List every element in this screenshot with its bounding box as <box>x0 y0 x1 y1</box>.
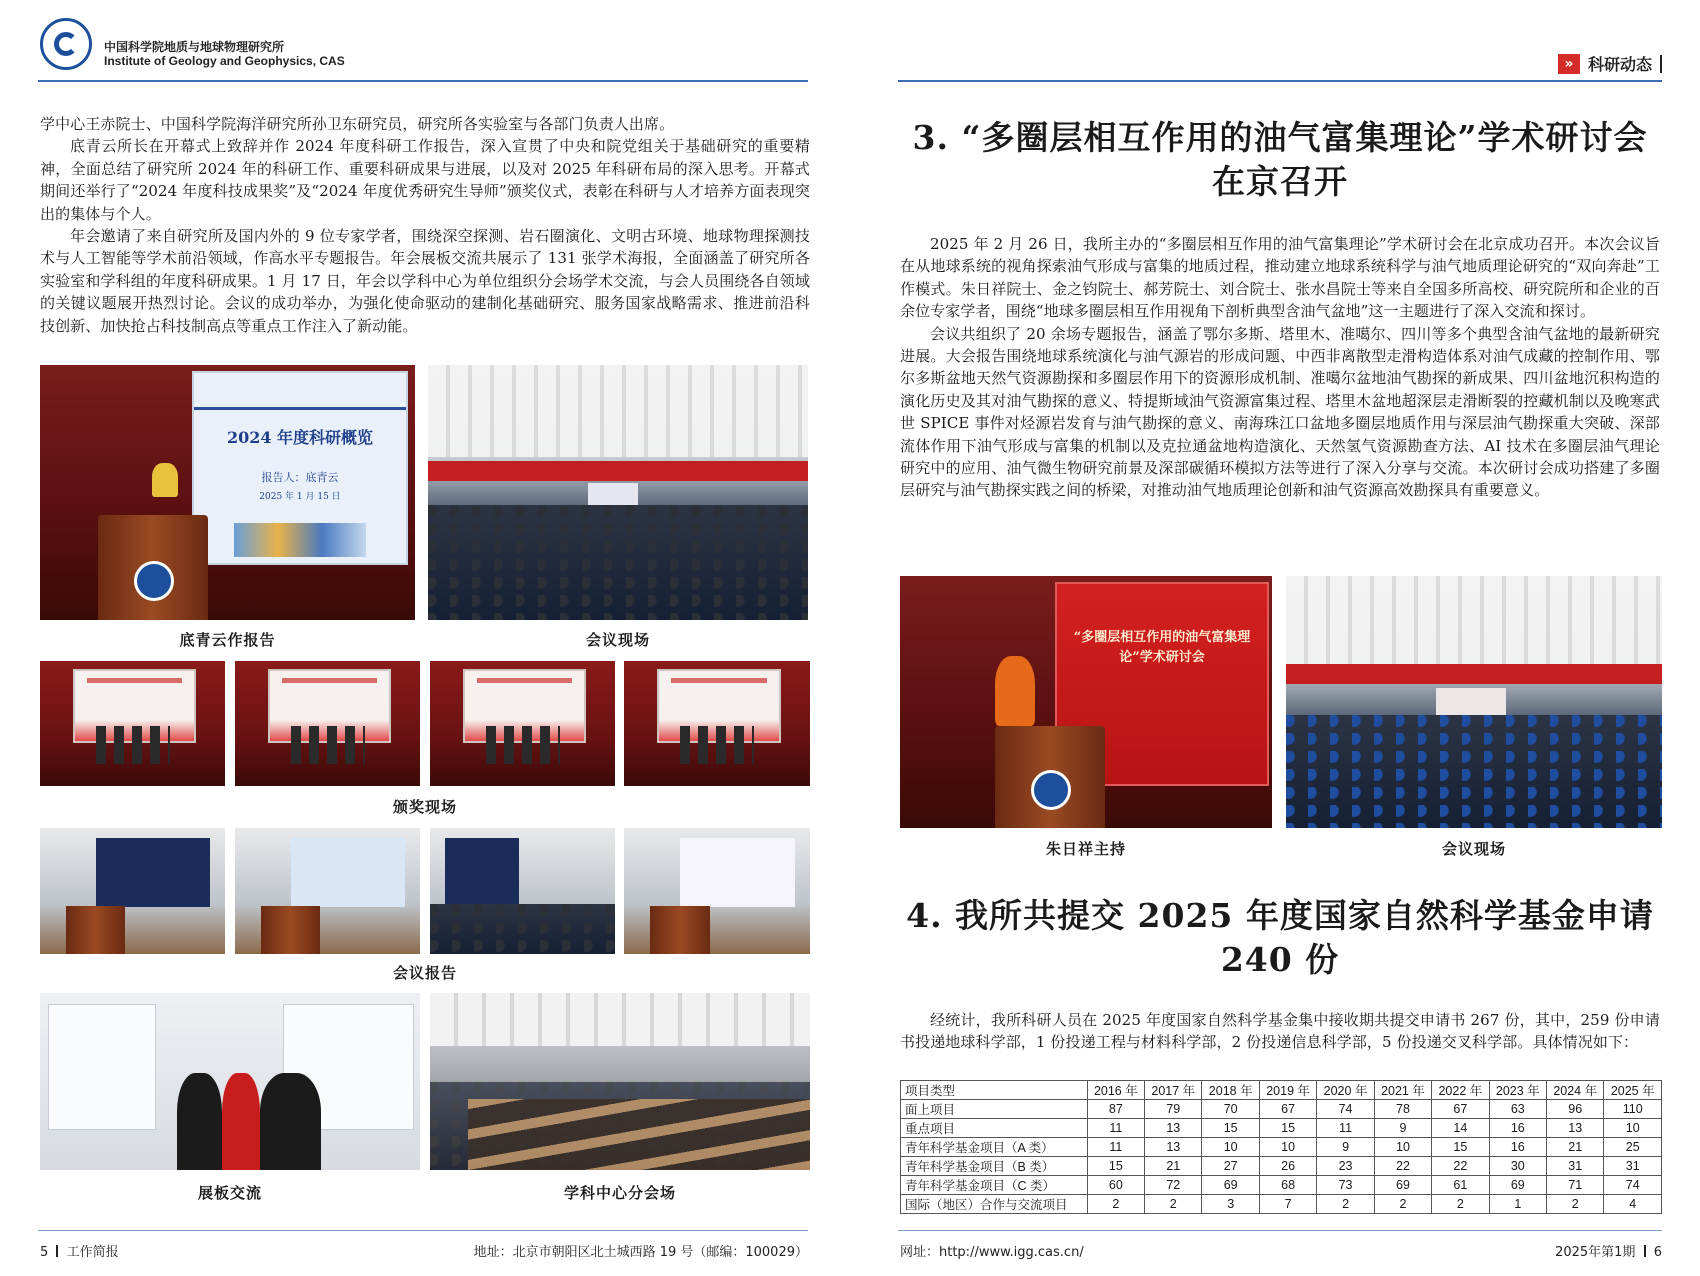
photo-talk-3 <box>430 828 615 954</box>
table-cell: 9 <box>1317 1138 1374 1157</box>
table-cell: 22 <box>1432 1157 1489 1176</box>
table-cell: 10 <box>1202 1138 1259 1157</box>
table-row <box>901 1157 1662 1176</box>
table-cell: 9 <box>1374 1119 1431 1138</box>
double-chevron-icon: » <box>1558 54 1580 74</box>
header-rule <box>898 80 1662 82</box>
paragraph: 年会邀请了来自研究所及国内外的 9 位专家学者，围绕深空探测、岩石圈演化、文明古环境、地球物理探测技术与人工智能等学术前沿领域，作高水平专题报告。年会展板交流共展示了 131 张学术海报，全面涵盖了研究所各实验室和学科组的年度科研成果。1 月 17 日，年会以学科中心为单位组织分会场学术交流，与会人员围绕各自领域的关键议题展开热烈讨论。会议的成功举办，为强化使命驱动的建制化基础研究、服务国家战略需求、推进前沿科技创新、加快抢占科技制高点等重点工作注入了新动能。 <box>40 227 810 335</box>
column-header-year: 2024 年 <box>1547 1081 1604 1100</box>
table-cell: 15 <box>1432 1138 1489 1157</box>
paragraph: 会议共组织了 20 余场专题报告，涵盖了鄂尔多斯、塔里木、准噶尔、四川等多个典型含油气盆地的最新研究进展。大会报告围绕地球系统演化与油气源岩的形成问题、中西非离散型走滑构造体系对油气成藏的控制作用、鄂尔多斯盆地天然气资源勘探和多圈层作用下的资源形成机制、准噶尔盆地油气勘探的新成果、四川盆地沉积构造的演化历史及其对油气勘探的意义、特提斯域油气资源富集过程、塔里木盆地超深层走滑断裂的控藏机制以及晚寒武世 SPICE 事件对烃源岩发育与油气勘探的意义、南海珠江口盆地多圈层地质作用与深层油气勘探重大突破、深部流体作用下油气形成与富集的机制以及克拉通盆地构造演化、天然氢气资源勘查方法、AI 技术在多圈层油气理论研究中的应用、油气微生物研究前景及深部碳循环模拟方法等进行了深入分享与交流。本次研讨会成功搭建了多圈层研究与油气勘探实践之间的桥梁，对推动油气地质理论创新和油气资源高效勘探具有重要意义。 <box>900 324 1660 500</box>
photo-talk-4 <box>624 828 810 954</box>
table-cell: 21 <box>1145 1157 1202 1176</box>
column-header-year: 2017 年 <box>1145 1081 1202 1100</box>
table-cell: 74 <box>1317 1100 1374 1119</box>
row-label: 青年科学基金项目（C 类） <box>901 1176 1088 1195</box>
row-label: 国际（地区）合作与交流项目 <box>901 1195 1088 1214</box>
table-cell: 13 <box>1547 1119 1604 1138</box>
table-cell: 78 <box>1374 1100 1431 1119</box>
photo-talk-1 <box>40 828 225 954</box>
column-header-year: 2020 年 <box>1317 1081 1374 1100</box>
table-cell: 2 <box>1145 1195 1202 1214</box>
photo-award-4 <box>624 661 810 786</box>
column-header-year: 2019 年 <box>1259 1081 1316 1100</box>
footer-rule <box>38 1230 808 1231</box>
caption: 会议报告 <box>392 964 457 982</box>
caption: 会议现场 <box>1441 840 1506 858</box>
grants-table <box>900 1080 1662 1214</box>
paragraph: 2025 年 2 月 26 日，我所主办的“多圈层相互作用的油气富集理论”学术研讨会在北京成功召开。本次会议旨在从地球系统的视角探索油气形成与富集的地质过程，推动建立地球系统科学与油气地质理论研究的“双向奔赴”工作模式。朱日祥院士、金之钧院士、郝芳院士、刘合院士、张水昌院士等来自全国多所高校、研究院所和企业的百余位专家学者，围绕“地球多圈层相互作用视角下剖析典型含油气盆地”这一主题进行了深入交流和探讨。 <box>900 235 1660 321</box>
right-text-block-4 <box>900 1009 1660 1054</box>
table-cell: 74 <box>1604 1176 1662 1195</box>
table-cell: 15 <box>1259 1119 1316 1138</box>
lectern <box>98 515 208 620</box>
photo-venue <box>1286 576 1662 828</box>
table-cell: 2 <box>1317 1195 1374 1214</box>
table-cell: 11 <box>1317 1119 1374 1138</box>
table-cell: 30 <box>1489 1157 1546 1176</box>
right-page <box>850 0 1700 1276</box>
table-row <box>901 1176 1662 1195</box>
section-label: 科研动态 <box>1587 55 1652 74</box>
page-number: 5 <box>40 1245 49 1260</box>
table-cell: 10 <box>1259 1138 1316 1157</box>
photo-session-room <box>430 993 810 1170</box>
table-cell: 14 <box>1432 1119 1489 1138</box>
table-cell: 2 <box>1547 1195 1604 1214</box>
table-row <box>901 1100 1662 1119</box>
table-cell: 10 <box>1374 1138 1431 1157</box>
table-row <box>901 1195 1662 1214</box>
table-cell: 3 <box>1202 1195 1259 1214</box>
caption: 底青云作报告 <box>179 631 276 649</box>
column-header-year: 2022 年 <box>1432 1081 1489 1100</box>
column-header-year: 2018 年 <box>1202 1081 1259 1100</box>
issue-label: 2025年第1期 <box>1555 1245 1636 1260</box>
speaker <box>152 463 178 497</box>
table-cell: 13 <box>1145 1138 1202 1157</box>
column-header-year: 2016 年 <box>1087 1081 1144 1100</box>
column-header-year: 2023 年 <box>1489 1081 1546 1100</box>
table-cell: 2 <box>1374 1195 1431 1214</box>
row-label: 青年科学基金项目（A 类） <box>901 1138 1088 1157</box>
table-cell: 15 <box>1202 1119 1259 1138</box>
table-cell: 16 <box>1489 1119 1546 1138</box>
table-row <box>901 1138 1662 1157</box>
header-rule <box>38 80 808 82</box>
table-cell: 16 <box>1489 1138 1546 1157</box>
table-cell: 70 <box>1202 1100 1259 1119</box>
table-cell: 110 <box>1604 1100 1662 1119</box>
heading-section-4: 4. 我所共提交 2025 年度国家自然科学基金申请 240 份 <box>906 896 1654 979</box>
photo-report-podium <box>40 365 415 620</box>
table-cell: 1 <box>1489 1195 1546 1214</box>
table-cell: 68 <box>1259 1176 1316 1195</box>
lectern-logo <box>134 561 174 601</box>
lectern <box>995 726 1105 828</box>
row-label: 面上项目 <box>901 1100 1088 1119</box>
paragraph: 底青云所长在开幕式上致辞并作 2024 年度科研工作报告，深入宣贯了中央和院党组关于基础研究的重要精神，全面总结了研究所 2024 年的科研工作、重要科研成果与进展，以及对 2025 年科研布局的深入思考。开幕式期间还举行了“2024 年度科技成果奖”及“2024 年度优秀研究生导师”颁奖仪式，表彰在科研与人才培养方面表现突出的集体与个人。 <box>40 137 810 223</box>
table-cell: 7 <box>1259 1195 1316 1214</box>
table-cell: 13 <box>1145 1119 1202 1138</box>
slide-title: 2024 年度科研概览 <box>226 428 374 447</box>
publication-name: 工作简报 <box>66 1245 119 1260</box>
caption: 学科中心分会场 <box>563 1184 676 1202</box>
column-header-type: 项目类型 <box>901 1081 1088 1100</box>
table-cell: 21 <box>1547 1138 1604 1157</box>
caption: 会议现场 <box>585 631 650 649</box>
page-number: 6 <box>1653 1245 1662 1260</box>
photo-meeting-hall <box>428 365 808 620</box>
table-cell: 87 <box>1087 1100 1144 1119</box>
section-tag <box>1558 52 1662 75</box>
table-cell: 96 <box>1547 1100 1604 1119</box>
photo-award-1 <box>40 661 225 786</box>
footer-left <box>40 1241 119 1260</box>
table-cell: 69 <box>1489 1176 1546 1195</box>
slide-screen <box>192 371 408 565</box>
footer-address: 地址：北京市朝阳区北土城西路 19 号（邮编：100029） <box>473 1245 808 1260</box>
table-cell: 79 <box>1145 1100 1202 1119</box>
heading-section-3: 3. “多圈层相互作用的油气富集理论”学术研讨会在京召开 <box>912 118 1648 201</box>
lectern-logo <box>1031 770 1071 810</box>
table-cell: 25 <box>1604 1138 1662 1157</box>
table-cell: 71 <box>1547 1176 1604 1195</box>
table-cell: 11 <box>1087 1119 1144 1138</box>
table-cell: 69 <box>1202 1176 1259 1195</box>
row-label: 重点项目 <box>901 1119 1088 1138</box>
table-cell: 10 <box>1604 1119 1662 1138</box>
table-cell: 31 <box>1604 1157 1662 1176</box>
footer-right <box>1555 1241 1662 1260</box>
caption: 颁奖现场 <box>392 798 457 816</box>
left-text-block <box>40 113 810 337</box>
footer-rule <box>898 1230 1662 1231</box>
table-cell: 4 <box>1604 1195 1662 1214</box>
caption: 展板交流 <box>197 1184 262 1202</box>
table-cell: 2 <box>1087 1195 1144 1214</box>
table-cell: 63 <box>1489 1100 1546 1119</box>
right-text-block-3 <box>900 233 1660 502</box>
institute-logo <box>40 18 92 70</box>
row-label: 青年科学基金项目（B 类） <box>901 1157 1088 1176</box>
column-header-year: 2021 年 <box>1374 1081 1431 1100</box>
speaker <box>995 656 1035 726</box>
footer-website: 网址：http://www.igg.cas.cn/ <box>900 1245 1084 1260</box>
table-row <box>901 1119 1662 1138</box>
table-cell: 15 <box>1087 1157 1144 1176</box>
table-header-row <box>901 1081 1662 1100</box>
photo-award-3 <box>430 661 615 786</box>
slide-title: “多圈层相互作用的油气富集理论”学术研讨会 <box>1073 630 1251 665</box>
table-cell: 31 <box>1547 1157 1604 1176</box>
table-cell: 72 <box>1145 1176 1202 1195</box>
table-cell: 73 <box>1317 1176 1374 1195</box>
table-cell: 27 <box>1202 1157 1259 1176</box>
table-cell: 23 <box>1317 1157 1374 1176</box>
paragraph: 学中心王赤院士、中国科学院海洋研究所孙卫东研究员，研究所各实验室与各部门负责人出席。 <box>40 115 675 133</box>
table-cell: 67 <box>1259 1100 1316 1119</box>
slide-date: 2025 年 1 月 15 日 <box>259 492 341 502</box>
institute-name-cn: 中国科学院地质与地球物理研究所 <box>104 40 285 54</box>
slide-reporter: 报告人：底青云 <box>261 471 339 484</box>
table-cell: 67 <box>1432 1100 1489 1119</box>
table-cell: 69 <box>1374 1176 1431 1195</box>
table-cell: 26 <box>1259 1157 1316 1176</box>
table-cell: 61 <box>1432 1176 1489 1195</box>
photo-talk-2 <box>235 828 420 954</box>
table-cell: 2 <box>1432 1195 1489 1214</box>
table-cell: 22 <box>1374 1157 1431 1176</box>
photo-award-2 <box>235 661 420 786</box>
table-cell: 60 <box>1087 1176 1144 1195</box>
table-cell: 11 <box>1087 1138 1144 1157</box>
column-header-year: 2025 年 <box>1604 1081 1662 1100</box>
caption: 朱日祥主持 <box>1045 840 1126 858</box>
paragraph: 经统计，我所科研人员在 2025 年度国家自然科学基金集中接收期共提交申请书 267 份，其中，259 份申请书投递地球科学部，1 份投递工程与材料科学部，2 份投递信息科学部，5 份投递交叉科学部。具体情况如下： <box>900 1011 1660 1052</box>
institute-name-en: Institute of Geology and Geophysics, CAS <box>104 54 345 68</box>
photo-host-podium <box>900 576 1272 828</box>
photo-posters <box>40 993 420 1170</box>
